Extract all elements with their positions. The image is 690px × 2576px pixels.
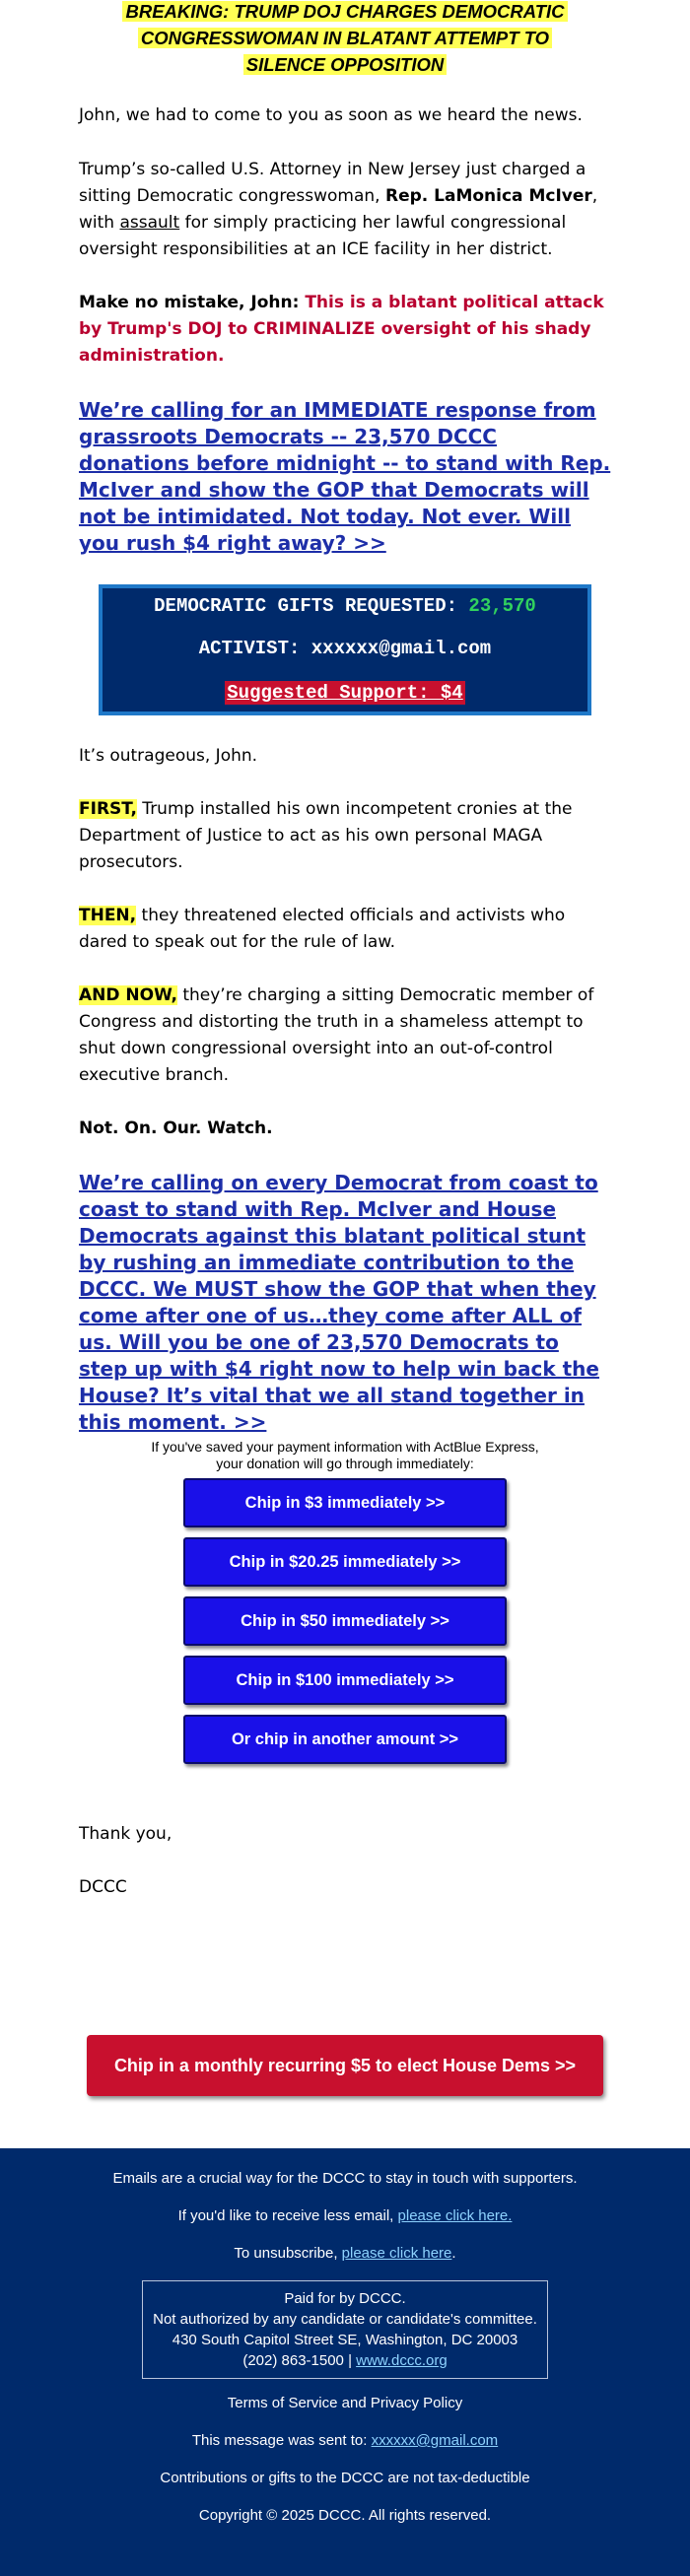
not-on-our-watch <box>79 1116 611 1142</box>
copyright: Copyright © 2025 DCCC. All rights reserved. <box>198 2507 492 2524</box>
unsubscribe-link[interactable]: please click here <box>341 2245 452 2262</box>
less-email-prefix: If you'd like to receive less email, <box>177 2207 398 2224</box>
now-label: AND NOW, <box>79 985 177 1005</box>
assault-link[interactable]: assault <box>119 213 180 233</box>
first-label: FIRST, <box>79 799 137 819</box>
cta-link-1-text[interactable]: We’re calling for an IMMEDIATE response from grassroots Democrats -- 23,570 DCCC donations before midnight -- to stand with Rep. McIver and show the GOP that Democrats will not be intimidated. Not today. Not ever. Will you rush $4 right away? >> <box>79 398 611 555</box>
headline <box>108 0 582 78</box>
greeting-text: John, we had to come to you as soon as we heard the news. <box>79 105 583 125</box>
less-email-link[interactable]: please click here. <box>397 2207 513 2224</box>
sign-off <box>79 1821 611 1848</box>
chip-in-3-button[interactable]: Chip in $3 immediately >> <box>183 1478 507 1527</box>
headline-text: BREAKING: TRUMP DOJ CHARGES DEMOCRATIC CONGRESSWOMAN IN BLATANT ATTEMPT TO SILENCE OPPOSITION <box>122 1 567 75</box>
cta-link-1[interactable] <box>79 397 611 557</box>
gift-label: DEMOCRATIC GIFTS REQUESTED: <box>154 595 469 617</box>
p1-text-b: , with <box>79 186 598 233</box>
cta-link-2[interactable] <box>79 1170 611 1436</box>
paid-phone: (202) 863-1500 | <box>242 2352 357 2369</box>
then-label: THEN, <box>79 906 137 925</box>
signature-text: DCCC <box>79 1877 127 1897</box>
unsubscribe-prefix: To unsubscribe, <box>234 2245 342 2262</box>
actblue-note <box>138 1439 552 1472</box>
footer-intro: Emails are a crucial way for the DCCC to stay in touch with supporters. <box>112 2170 578 2187</box>
first-paragraph <box>79 796 611 876</box>
paid-for-box <box>142 2280 548 2379</box>
actblue-line-1: If you've saved your payment information with ActBlue Express, <box>151 1439 539 1455</box>
paid-line-1: Paid for by DCCC. <box>284 2290 406 2307</box>
gift-request-box[interactable] <box>99 584 591 715</box>
outrage-paragraph <box>79 743 611 770</box>
sent-to-email[interactable]: xxxxxx@gmail.com <box>371 2432 499 2449</box>
footer-unsubscribe <box>0 2245 690 2262</box>
chip-in-50-button[interactable]: Chip in $50 immediately >> <box>183 1596 507 1646</box>
footer <box>0 2148 690 2576</box>
p2-lead: Make no mistake, John: <box>79 293 306 312</box>
chip-in-100-button[interactable]: Chip in $100 immediately >> <box>183 1656 507 1705</box>
signature <box>79 1874 611 1901</box>
paragraph-charge <box>79 157 611 263</box>
p1-text-a: Trump’s so-called U.S. Attorney in New Jersey just charged a sitting Democratic congresswoman, <box>79 160 586 206</box>
thanks-text: Thank you, <box>79 1824 172 1844</box>
cta-link-2-text[interactable]: We’re calling on every Democrat from coast to coast to stand with Rep. McIver and House Democrats against this blatant political stunt by rushing an immediate contribution to the DCCC. We MUST show the GOP that when they come after one of us…they come after ALL of us. Will you be one of 23,570 Democrats to step up with $4 right now to help win back the House? It’s vital that we all stand together in this moment. >> <box>79 1171 599 1434</box>
tax-disclaimer: Contributions or gifts to the DCCC are not tax-deductible <box>160 2470 530 2486</box>
footer-less-email <box>0 2207 690 2224</box>
chip-in-other-button[interactable]: Or chip in another amount >> <box>183 1715 507 1764</box>
monthly-recurring-button[interactable]: Chip in a monthly recurring $5 to elect House Dems >> <box>87 2035 603 2096</box>
terms-privacy-link[interactable]: Terms of Service and Privacy Policy <box>227 2395 463 2411</box>
paragraph-attack <box>79 290 611 370</box>
unsubscribe-suffix: . <box>451 2245 456 2262</box>
outrage-text: It’s outrageous, John. <box>79 746 258 766</box>
paid-address: 430 South Capitol Street SE, Washington, DC 20003 <box>172 2332 518 2348</box>
chip-in-20-25-button[interactable]: Chip in $20.25 immediately >> <box>183 1537 507 1587</box>
now-text: they’re charging a sitting Democratic member of Congress and distorting the truth in a shameless attempt to shut down congressional oversight into an out-of-control executive branch. <box>79 985 594 1085</box>
footer-sent-to <box>0 2432 690 2449</box>
greeting <box>79 102 611 129</box>
sent-to-prefix: This message was sent to: <box>191 2432 372 2449</box>
now-paragraph <box>79 983 611 1089</box>
p2-red-text: This is a blatant political attack by Trump's DOJ to CRIMINALIZE oversight of his shady administration. <box>79 293 604 366</box>
not-on-our-watch-text: Not. On. Our. Watch. <box>79 1119 273 1138</box>
p1-text-c: for simply practicing her lawful congressional oversight responsibilities at an ICE facility in her district. <box>79 213 567 259</box>
paid-line-2: Not authorized by any candidate or candidate's committee. <box>153 2311 537 2328</box>
first-text: Trump installed his own incompetent cronies at the Department of Justice to act as his own personal MAGA prosecutors. <box>79 799 573 872</box>
dccc-site-link[interactable]: www.dccc.org <box>356 2352 448 2369</box>
actblue-line-2: your donation will go through immediately: <box>216 1456 474 1471</box>
then-text: they threatened elected officials and activists who dared to speak out for the rule of law. <box>79 906 566 952</box>
then-paragraph <box>79 903 611 956</box>
mciver-name: Rep. LaMonica McIver <box>384 186 592 206</box>
suggested-support-link[interactable]: Suggested Support: $4 <box>227 682 463 704</box>
gift-count: 23,570 <box>468 595 536 617</box>
activist-line: ACTIVIST: xxxxxx@gmail.com <box>198 638 492 659</box>
